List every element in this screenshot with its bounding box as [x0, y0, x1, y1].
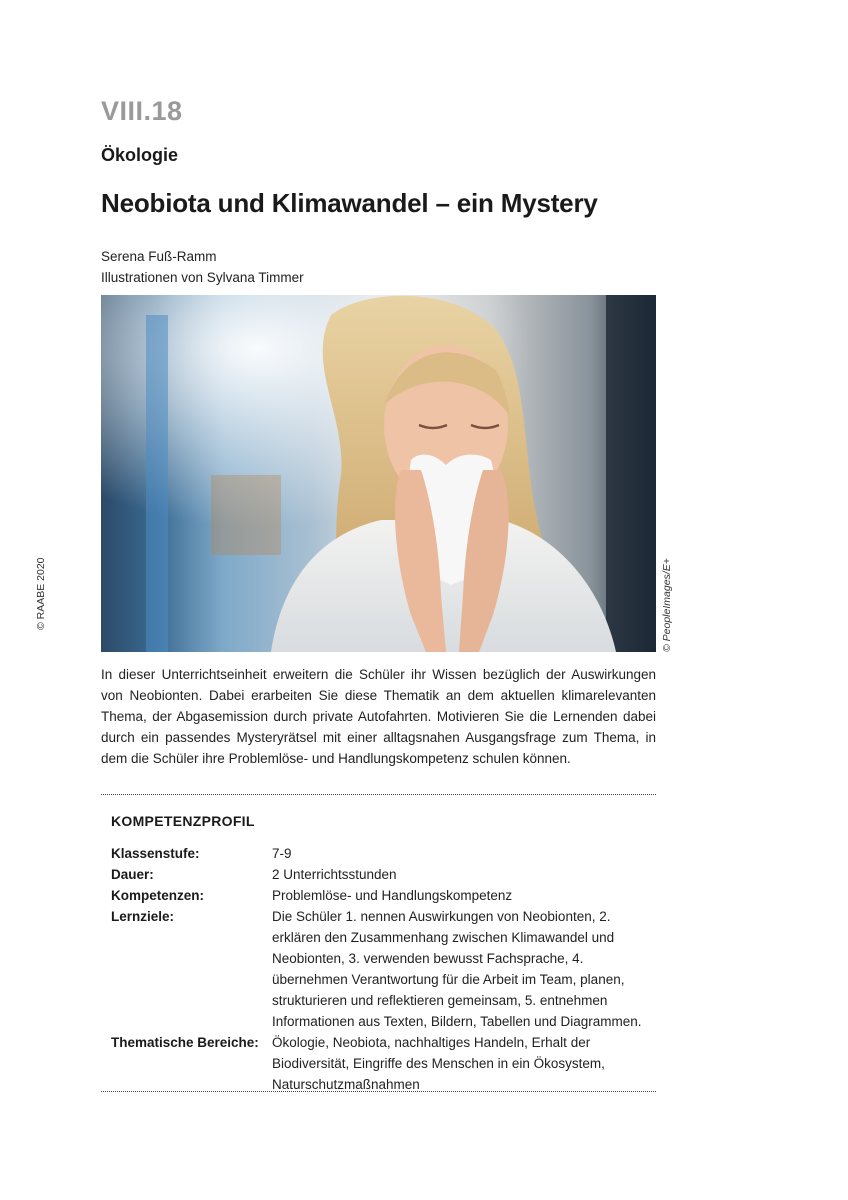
profile-value: Ökologie, Neobiota, nachhaltiges Handeln, Erhalt der Biodiversität, Eingriffe des Menschen in ein Ökosystem, Naturschutzmaßnahmen — [272, 1035, 605, 1092]
page-title: Neobiota und Klimawandel – ein Mystery — [101, 188, 598, 218]
profile-value: 7-9 — [272, 846, 292, 861]
divider-bottom — [101, 1091, 656, 1092]
hero-photo — [101, 295, 656, 652]
profile-row-learning-goals — [111, 906, 656, 1032]
competence-profile — [111, 813, 656, 1095]
profile-row-grade — [111, 843, 656, 864]
photo-credit: © PeopleImages/E+ — [661, 558, 673, 652]
subject-heading: Ökologie — [101, 145, 179, 165]
profile-value: 2 Unterrichtsstunden — [272, 867, 397, 882]
profile-label: Dauer: — [111, 867, 154, 882]
author-block — [101, 246, 304, 288]
profile-label: Kompetenzen: — [111, 888, 205, 903]
profile-label: Thematische Bereiche: — [111, 1035, 259, 1050]
intro-paragraph: In dieser Unterrichtseinheit erweitern die Schüler ihr Wissen bezüglich der Auswirkungen von Neobionten. Dabei erarbeiten Sie diese Thematik an dem aktuellen klimarelevanten Thema, der Abgasemission durch private Autofahrten. Motivieren Sie die Lernenden dabei durch ein passendes Mysteryrätsel mit einer alltagsnahen Ausgangsfrage zum Thema, in dem die Schüler ihre Problemlöse- und Handlungskompetenz schulen können. — [101, 667, 656, 766]
profile-value: Die Schüler 1. nennen Auswirkungen von Neobionten, 2. erklären den Zusammenhang zwischen Klimawandel und Neobionten, 3. verwenden bewusst Fachsprache, 4. übernehmen Verantwortung für die Arbeit im Team, planen, strukturieren und reflektieren gemeinsam, 5. entnehmen Informationen aus Texten, Bildern, Tabellen und Diagrammen. — [272, 909, 642, 1029]
author-name: Serena Fuß-Ramm — [101, 249, 217, 264]
profile-label: Lernziele: — [111, 909, 175, 924]
illustrator-line: Illustrationen von Sylvana Timmer — [101, 270, 304, 285]
publisher-copyright: © RAABE 2020 — [35, 557, 47, 630]
profile-heading: KOMPETENZPROFIL — [111, 813, 255, 829]
profile-row-topics — [111, 1032, 656, 1095]
profile-value: Problemlöse- und Handlungskompetenz — [272, 888, 513, 903]
chapter-number: VIII.18 — [101, 96, 183, 126]
profile-label: Klassenstufe: — [111, 846, 200, 861]
divider-top — [101, 794, 656, 795]
profile-row-duration — [111, 864, 656, 885]
profile-row-competencies — [111, 885, 656, 906]
woman-blowing-nose-illustration — [101, 295, 656, 652]
